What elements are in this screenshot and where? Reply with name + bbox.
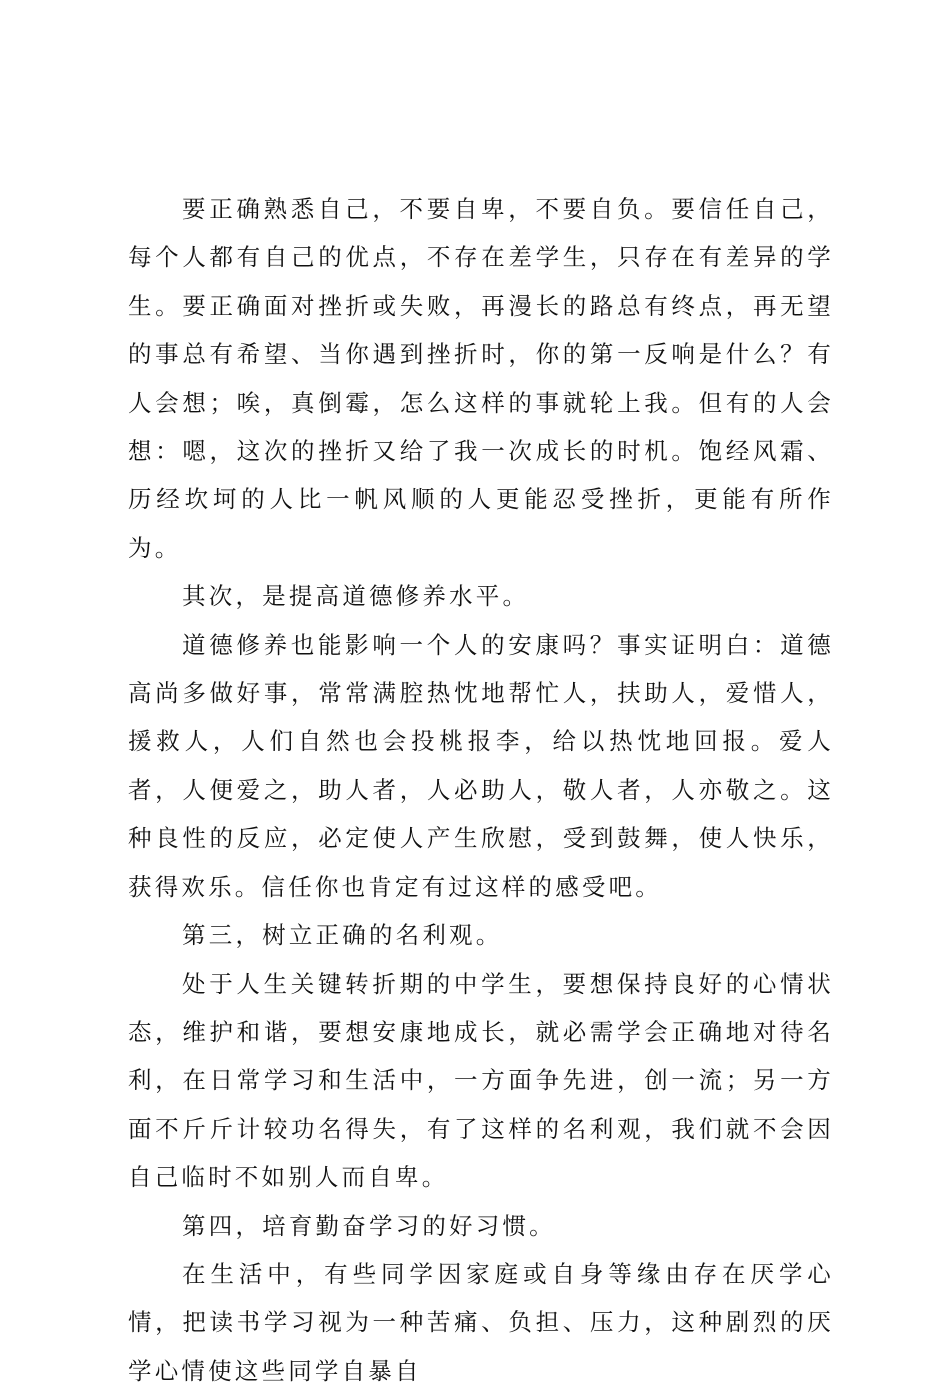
paragraph-fame-and-gain: 处于人生关键转折期的中学生，要想保持良好的心情状态，维护和谐，要想安康地成长，就必需学会正确地对待名利，在日常学习和生活中，一方面争先进，创一流；另一方面不斤斤计较功名得失，有了这样的名利观，我们就不会因自己临时不如别人而自卑。 (128, 969, 834, 1192)
paragraph-heading-study-habits: 第四，培育勤奋学习的好习惯。 (182, 1211, 556, 1240)
paragraph-moral-cultivation: 道德修养也能影响一个人的安康吗？事实证明白：道德高尚多做好事，常常满腔热忱地帮忙人，扶助人，爱惜人，援救人，人们自然也会投桃报李，给以热忱地回报。爱人者，人便爱之，助人者，人必助人，敬人者，人亦敬之。这种良性的反应，必定使人产生欣慰，受到鼓舞，使人快乐，获得欢乐。信任你也肯定有过这样的感受吧。 (128, 630, 834, 901)
paragraph-heading-moral: 其次，是提高道德修养水平。 (182, 582, 530, 611)
paragraph-heading-fame: 第三，树立正确的名利观。 (182, 921, 503, 950)
paragraph-study-aversion: 在生活中，有些同学因家庭或自身等缘由存在厌学心情，把读书学习视为一种苦痛、负担、压力，这种剧烈的厌学心情使这些同学自暴自 (128, 1259, 834, 1385)
paragraph-self-awareness: 要正确熟悉自己，不要自卑，不要自负。要信任自己，每个人都有自己的优点，不存在差学生，只存在有差异的学生。要正确面对挫折或失败，再漫长的路总有终点，再无望的事总有希望、当你遇到挫折时，你的第一反响是什么？有人会想；唉，真倒霉，怎么这样的事就轮上我。但有的人会想：嗯，这次的挫折又给了我一次成长的时机。饱经风霜、历经坎坷的人比一帆风顺的人更能忍受挫折，更能有所作为。 (128, 195, 834, 562)
document-body (128, 185, 834, 1395)
